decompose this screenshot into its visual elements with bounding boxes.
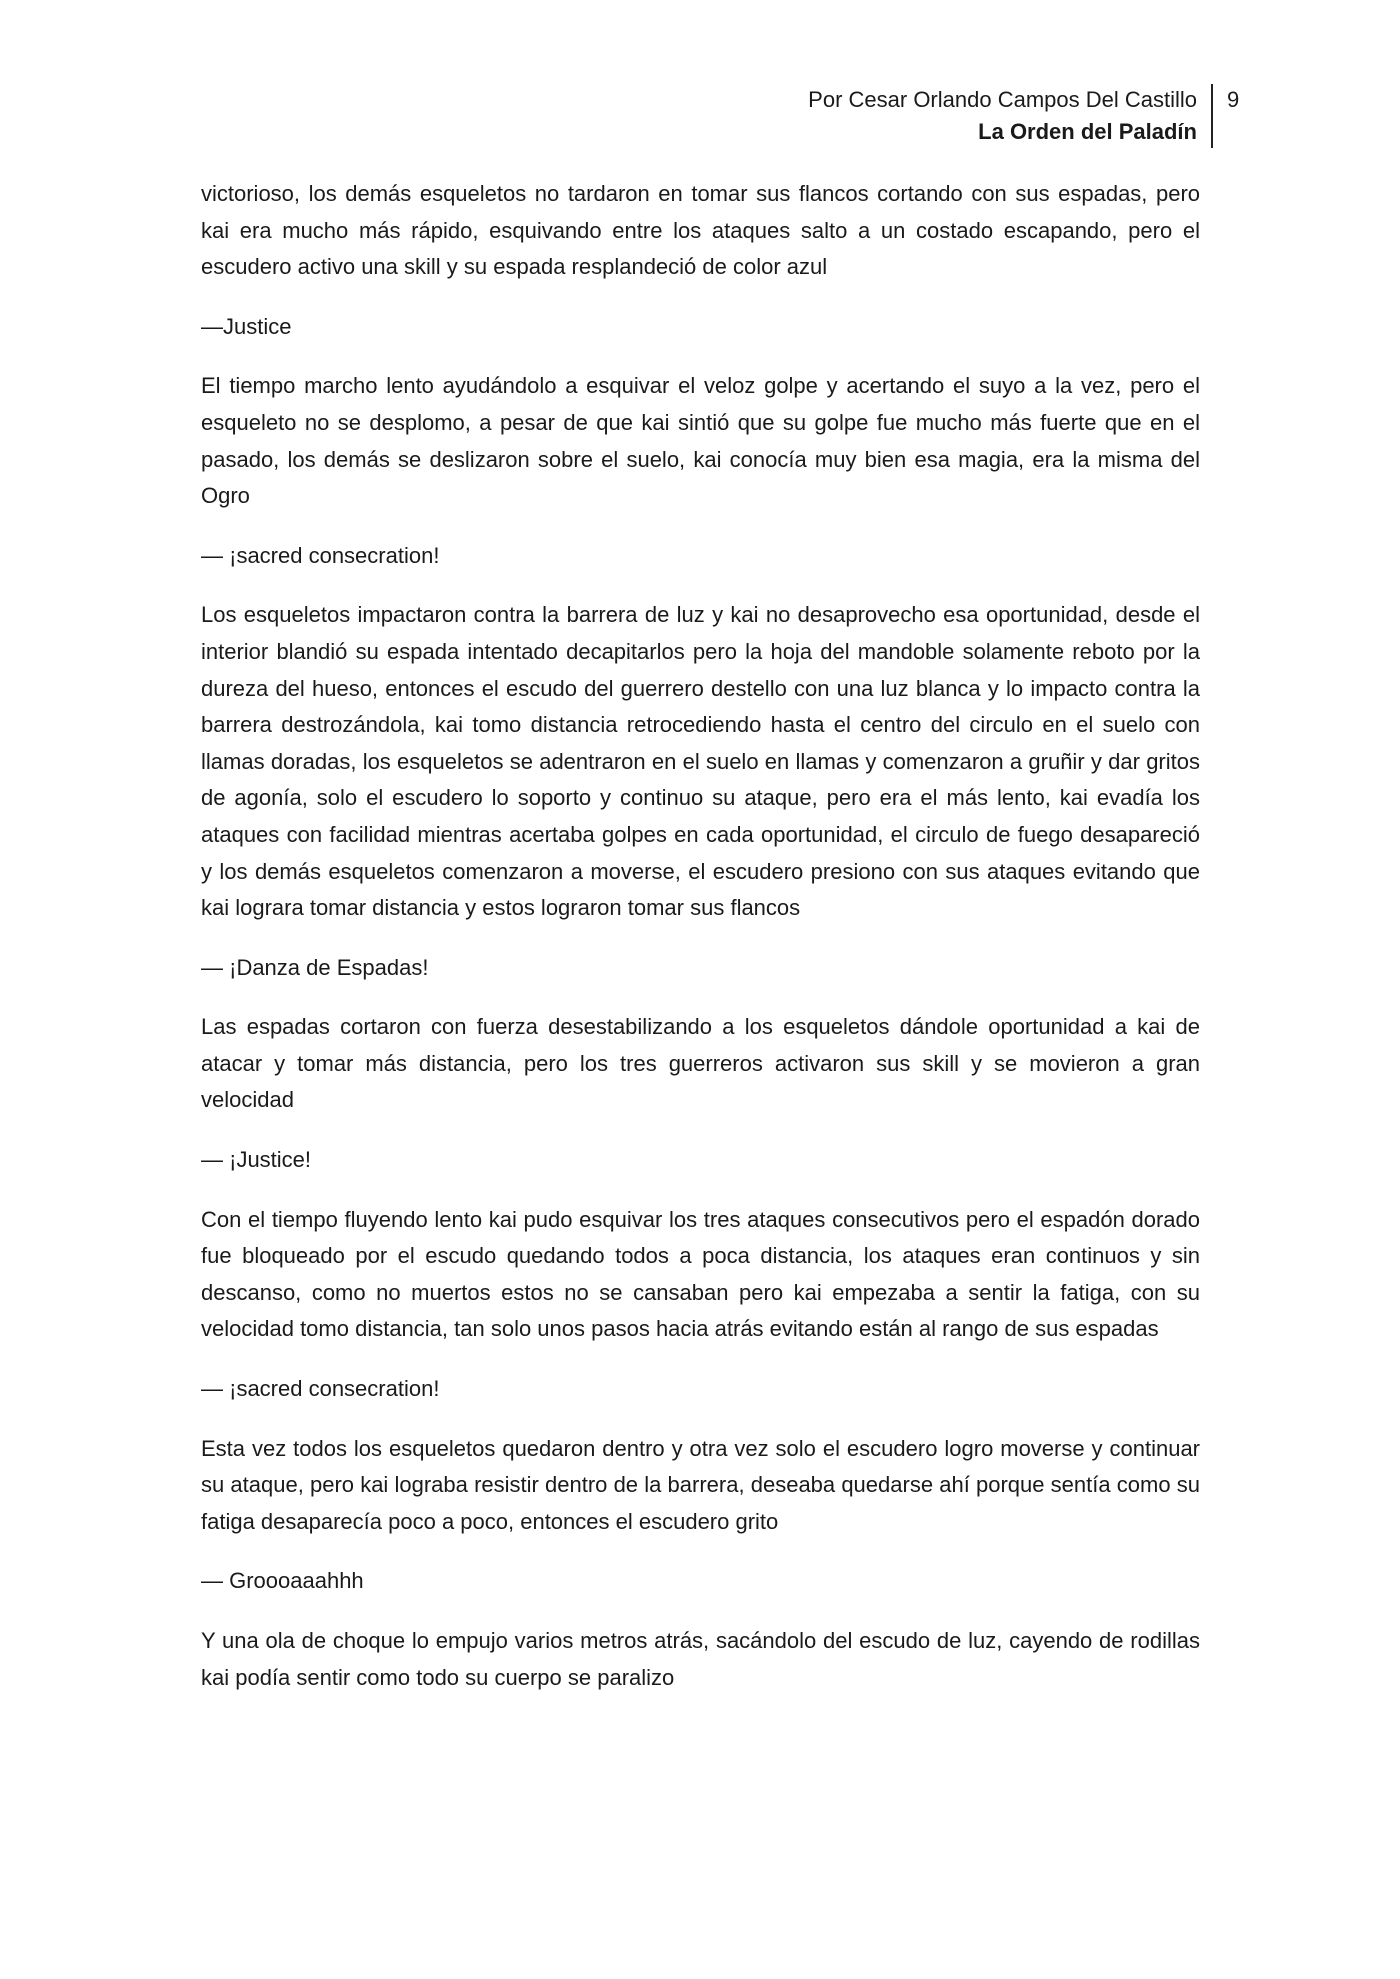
header-author: Por Cesar Orlando Campos Del Castillo	[613, 84, 1213, 116]
narration-paragraph: Esta vez todos los esqueletos quedaron dentro y otra vez solo el escudero logro moverse y continuar su ataque, pero kai lograba resistir dentro de la barrera, deseaba quedarse ahí porque sentía como su fatiga desaparecía poco a poco, entonces el escudero grito	[201, 1435, 1200, 1534]
body-text	[201, 176, 1200, 1719]
narration-paragraph: Las espadas cortaron con fuerza desestabilizando a los esqueletos dándole oportunidad a kai de atacar y tomar más distancia, pero los tres guerreros activaron sus skill y se movieron a gran velocidad	[201, 1014, 1200, 1113]
narration-paragraph: victorioso, los demás esqueletos no tardaron en tomar sus flancos cortando con sus espadas, pero kai era mucho más rápido, esquivando entre los ataques salto a un costado escapando, pero el escudero activo una skill y su espada resplandeció de color azul	[201, 181, 1200, 280]
dialogue-line: —Justice	[201, 313, 292, 339]
narration-paragraph: Y una ola de choque lo empujo varios metros atrás, sacándolo del escudo de luz, cayendo de rodillas kai podía sentir como todo su cuerpo se paralizo	[201, 1628, 1200, 1690]
header-book-title: La Orden del Paladín	[613, 116, 1213, 148]
page-header	[613, 84, 1213, 148]
dialogue-line: — ¡Justice!	[201, 1147, 312, 1173]
dialogue-line: — ¡sacred consecration!	[201, 542, 440, 568]
page-number: 9	[1227, 87, 1240, 112]
narration-paragraph: El tiempo marcho lento ayudándolo a esquivar el veloz golpe y acertando el suyo a la vez, pero el esqueleto no se desplomo, a pesar de que kai sintió que su golpe fue mucho más fuerte que en el pasado, los demás se deslizaron sobre el suelo, kai conocía muy bien esa magia, era la misma del Ogro	[201, 373, 1200, 509]
narration-paragraph: Los esqueletos impactaron contra la barrera de luz y kai no desaprovecho esa oportunidad, desde el interior blandió su espada intentado decapitarlos pero la hoja del mandoble solamente reboto por la dureza del hueso, entonces el escudo del guerrero destello con una luz blanca y lo impacto contra la barrera destrozándola, kai tomo distancia retrocediendo hasta el centro del circulo en el suelo con llamas doradas, los esqueletos se adentraron en el suelo en llamas y comenzaron a gruñir y dar gritos de agonía, solo el escudero lo soporto y continuo su ataque, pero era el más lento, kai evadía los ataques con facilidad mientras acertaba golpes en cada oportunidad, el circulo de fuego desapareció y los demás esqueletos comenzaron a moverse, el escudero presiono con sus ataques evitando que kai lograra tomar distancia y estos lograron tomar sus flancos	[201, 602, 1200, 921]
dialogue-line: — ¡Danza de Espadas!	[201, 954, 429, 980]
dialogue-line: — Groooaaahhh	[201, 1568, 364, 1594]
narration-paragraph: Con el tiempo fluyendo lento kai pudo esquivar los tres ataques consecutivos pero el espadón dorado fue bloqueado por el escudo quedando todos a poca distancia, los ataques eran continuos y sin descanso, como no muertos estos no se cansaban pero kai empezaba a sentir la fatiga, con su velocidad tomo distancia, tan solo unos pasos hacia atrás evitando están al rango de sus espadas	[201, 1206, 1200, 1342]
dialogue-line: — ¡sacred consecration!	[201, 1376, 440, 1402]
